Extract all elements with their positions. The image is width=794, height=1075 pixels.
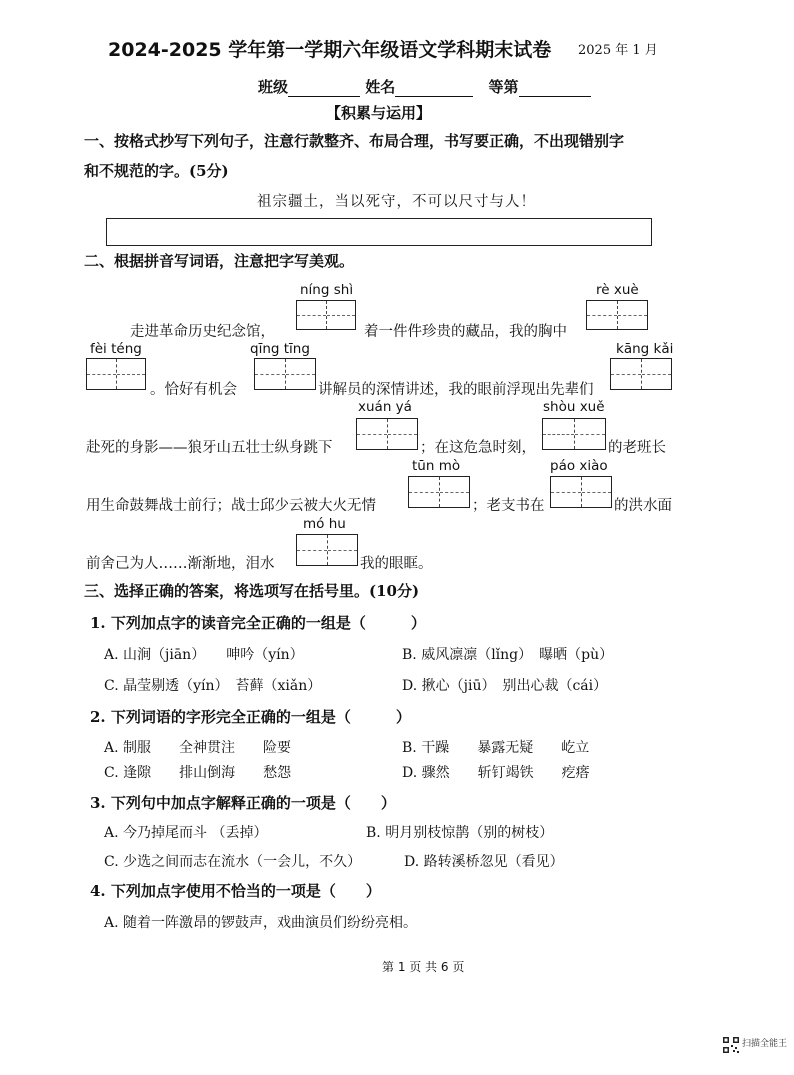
q2-title: 二、根据拼音写词语，注意把字写美观。	[84, 252, 355, 270]
info-line	[258, 76, 591, 97]
exam-date: 2025 年 1 月	[578, 43, 658, 58]
passage-text: 我的眼眶。	[360, 556, 433, 572]
passage-text: ；老支书在	[472, 498, 545, 514]
passage-text: 讲解员的深情讲述，我的眼前浮现出先辈们	[318, 382, 594, 398]
passage-text: 赴死的身影——狼牙山五壮士纵身跳下	[86, 440, 333, 456]
name-label: 姓名	[365, 78, 396, 96]
grid-tunmo[interactable]	[408, 476, 470, 508]
passage-text: 前舍己为人……渐渐地，泪水	[86, 556, 275, 572]
q3-title: 三、选择正确的答案，将选项写在括号里。(10分)	[84, 582, 420, 600]
pinyin-qingting: qīng tīng	[250, 341, 310, 357]
q3-2-stem: 2. 下列词语的字形完全正确的一组是（ ）	[90, 708, 411, 726]
passage-text: ；在这危急时刻，	[420, 440, 536, 456]
pinyin-kangkai: kāng kǎi	[616, 341, 674, 357]
section-title: 【积累与运用】	[326, 104, 432, 122]
passage-text: 着一件件珍贵的藏品，我的胸中	[364, 324, 567, 340]
q3-4-option-a: A. 随着一阵激昂的锣鼓声，戏曲演员们纷纷亮相。	[104, 915, 418, 931]
passage-text: 走进革命历史纪念馆，	[130, 324, 275, 340]
passage-text: 。恰好有机会	[150, 382, 237, 398]
q1-title-line1: 一、按格式抄写下列句子，注意行款整齐、布局合理，书写要正确，不出现错别字	[84, 132, 625, 150]
q3-3-stem: 3. 下列句中加点字解释正确的一项是（ ）	[90, 794, 396, 812]
pinyin-shouxue: shòu xuě	[543, 399, 605, 415]
page-footer: 第 1 页 共 6 页	[382, 960, 465, 974]
grid-xuanya[interactable]	[356, 418, 418, 450]
q3-2-option-a: A. 制服 全神贯注 险要	[104, 740, 292, 756]
pinyin-xuanya: xuán yá	[358, 399, 412, 415]
q3-1-option-c: C. 晶莹剔透（yín） 苔藓（xiǎn）	[104, 678, 322, 694]
passage-text: 的洪水面	[614, 498, 672, 514]
q1-title-line2: 和不规范的字。(5分)	[84, 162, 229, 180]
class-label: 班级	[258, 78, 289, 96]
q3-4-stem: 4. 下列加点字使用不恰当的一项是（ ）	[90, 882, 381, 900]
grid-qingting[interactable]	[254, 358, 316, 390]
pinyin-ningshi: níng shì	[300, 282, 354, 298]
q3-3-option-c: C. 少选之间而志在流水（一会儿，不久）	[104, 854, 362, 870]
grade-label: 等第	[488, 78, 519, 96]
grid-shouxue[interactable]	[542, 418, 606, 450]
grid-feiteng[interactable]	[86, 358, 146, 390]
grid-ningshi[interactable]	[296, 300, 356, 330]
q3-3-option-b: B. 明月别枝惊鹊（别的树枝）	[366, 825, 554, 841]
q3-2-option-b: B. 干躁 暴露无疑 屹立	[402, 740, 590, 756]
pinyin-mohu: mó hu	[303, 516, 346, 532]
pinyin-rexue: rè xuè	[596, 282, 639, 298]
q3-1-option-a: A. 山涧（jiān） 呻吟（yín）	[104, 647, 304, 663]
scanner-watermark: 扫描全能王	[742, 1039, 788, 1049]
passage-text: 的老班长	[608, 440, 666, 456]
exam-title: 2024-2025 学年第一学期六年级语文学科期末试卷	[108, 39, 552, 61]
q3-1-stem: 1. 下列加点字的读音完全正确的一组是（ ）	[90, 614, 426, 632]
q3-1-option-b: B. 威风凛凛（lǐng） 曝晒（pù）	[402, 647, 614, 663]
q1-sentence: 祖宗疆土，当以死守，不可以尺寸与人！	[257, 194, 536, 210]
class-field[interactable]	[288, 82, 360, 97]
passage-text: 用生命鼓舞战士前行；战士邱少云被大火无情	[86, 498, 376, 514]
grid-kangkai[interactable]	[610, 358, 672, 390]
pinyin-paoxiao: páo xiào	[550, 458, 608, 474]
qr-code-icon	[722, 1036, 740, 1054]
q3-1-option-d: D. 揪心（jiū） 别出心裁（cái）	[402, 678, 608, 694]
grid-paoxiao[interactable]	[550, 476, 612, 508]
grid-mohu[interactable]	[296, 534, 358, 566]
q3-2-option-d: D. 骤然 斩钉竭铁 疙瘩	[402, 765, 590, 781]
name-field[interactable]	[395, 82, 473, 97]
q3-3-option-d: D. 路转溪桥忽见（看见）	[404, 854, 564, 870]
pinyin-feiteng: fèi téng	[90, 341, 142, 357]
q3-3-option-a: A. 今乃掉尾而斗 （丢掉）	[104, 825, 268, 841]
grade-field[interactable]	[519, 82, 591, 97]
pinyin-tunmo: tūn mò	[412, 458, 461, 474]
q3-2-option-c: C. 逢隙 排山倒海 愁怨	[104, 765, 292, 781]
grid-rexue[interactable]	[586, 300, 648, 330]
q1-answer-box[interactable]	[106, 218, 652, 246]
